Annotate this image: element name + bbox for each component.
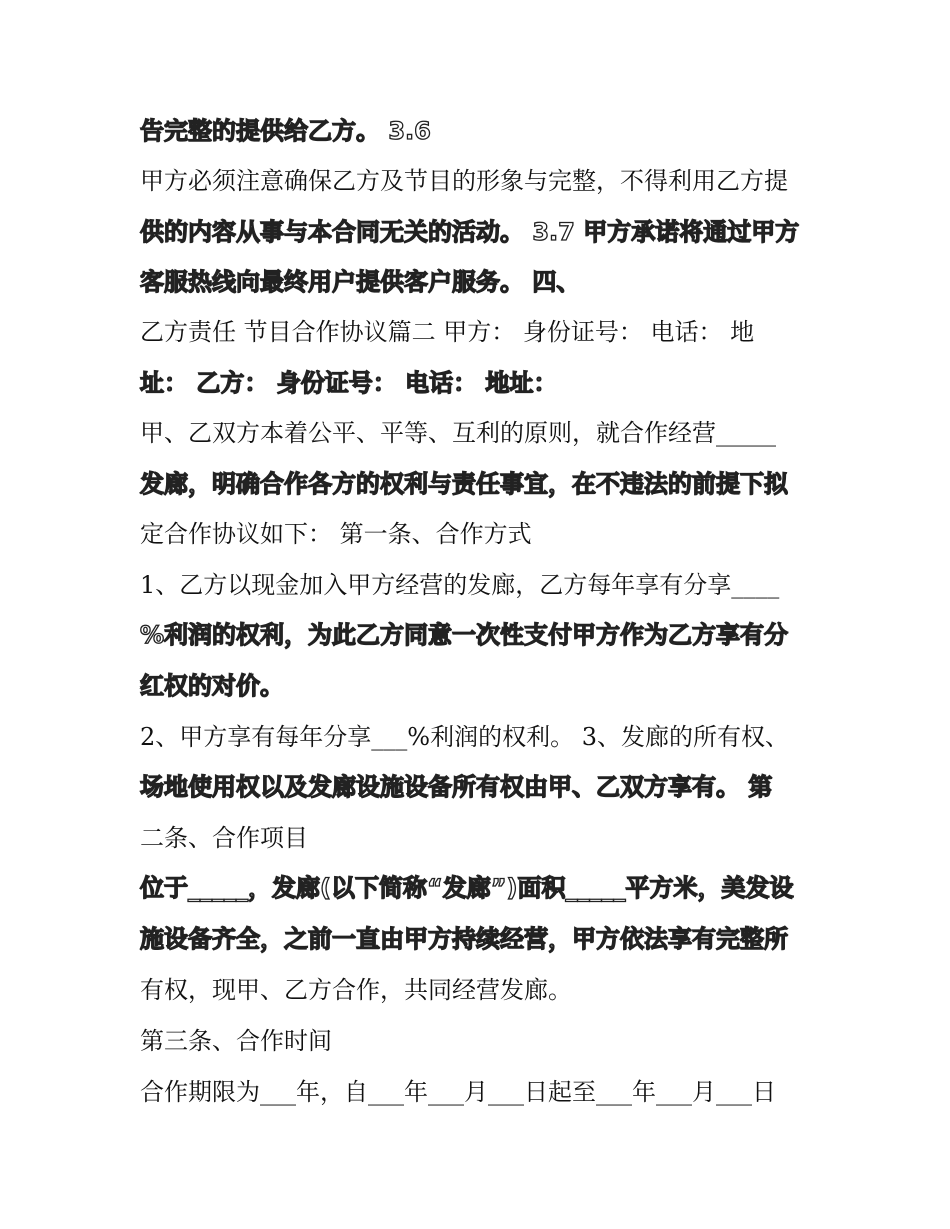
text-line-3: 供的内容从事与本合同无关的活动。 3.7 甲方承诺将通过甲方 [140,218,800,246]
text-line-18: 有权，现甲、乙方合作，共同经营发廊。 [140,976,572,1004]
text-line-4: 客服热线向最终用户提供客户服务。 四、 [140,268,581,296]
text-line-11: %利润的权利，为此乙方同意一次性支付甲方作为乙方享有分 [140,621,789,649]
text-line-13: 2、甲方享有每年分享___%利润的权利。 3、发廊的所有权、 [140,723,789,751]
text-line-16: 位于_____，发廊(以下简称“发廊”)面积_____平方米，美发设 [140,874,794,902]
text-line-20: 合作期限为___年，自___年___月___日起至___年___月___日 [140,1078,776,1106]
text-line-10: 1、乙方以现金加入甲方经营的发廊，乙方每年享有分享____ [140,571,780,599]
text-line-5: 乙方责任 节目合作协议篇二 甲方： 身份证号： 电话： 地 [140,318,755,346]
text-line-8: 发廊，明确合作各方的权利与责任事宜，在不违法的前提下拟 [140,470,788,498]
text-line-14: 场地使用权以及发廊设施设备所有权由甲、乙双方享有。 第 [140,773,773,801]
text-line-2: 甲方必须注意确保乙方及节目的形象与完整，不得利用乙方提 [140,167,788,195]
text-line-19: 第三条、合作时间 [140,1027,332,1055]
text-line-17: 施设备齐全，之前一直由甲方持续经营，甲方依法享有完整所 [140,925,788,953]
text-line-9: 定合作协议如下： 第一条、合作方式 [140,520,532,548]
text-line-7: 甲、乙双方本着公平、平等、互利的原则，就合作经营_____ [140,419,776,447]
text-line-12: 红权的对价。 [140,672,284,700]
text-line-6: 址： 乙方： 身份证号： 电话： 地址： [140,369,558,397]
text-line-15: 二条、合作项目 [140,824,308,852]
text-line-1: 告完整的提供给乙方。 3.6 [140,117,431,145]
